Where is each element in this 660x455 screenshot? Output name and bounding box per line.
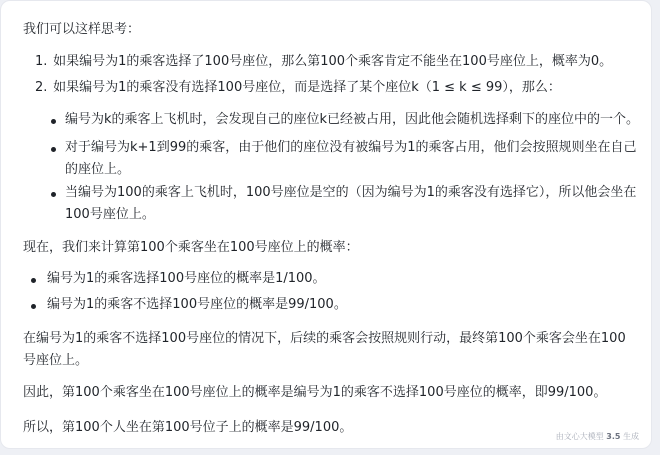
bullet-dot	[51, 119, 56, 124]
bullet-dot	[31, 278, 36, 283]
watermark-suffix: 生成	[623, 432, 639, 441]
ordered-item-text: 如果编号为1的乘客选择了100号座位，那么第100个乘客肯定不能坐在100号座位上，概率为0。	[53, 54, 613, 69]
sub-bullet-2: 对于编号为k+1到99的乘客，由于他们的座位没有被编号为1的乘客占用，他们会按照规则坐在自己的座位上。	[65, 140, 637, 177]
bullet-dot	[51, 192, 56, 197]
sub-bullet-1: 编号为k的乘客上飞机时，会发现自己的座位k已经被占用，因此他会随机选择剩下的座位中的一个。	[65, 112, 640, 127]
ordered-item-number: 1.	[35, 54, 48, 69]
paragraph-3: 所以，第100个人坐在第100号位子上的概率是99/100。	[23, 420, 353, 435]
bullet-dot	[51, 147, 56, 152]
ordered-item-text: 如果编号为1的乘客没有选择100号座位，而是选择了某个座位k（1 ≤ k ≤ 99），那么：	[53, 80, 561, 95]
sub-bullet-3: 当编号为100的乘客上飞机时，100号座位是空的（因为编号为1的乘客没有选择它），所以他会坐在100号座位上。	[65, 185, 637, 222]
watermark-prefix: 由文心大模型	[555, 432, 604, 441]
ordered-item-2	[35, 77, 561, 99]
intro-text: 我们可以这样思考：	[23, 22, 141, 37]
calc-intro-text: 现在，我们来计算第100个乘客坐在100号座位上的概率：	[23, 240, 359, 255]
generated-by-watermark	[556, 431, 639, 442]
paragraph-2: 因此，第100个乘客坐在100号座位上的概率是编号为1的乘客不选择100号座位的概率，即99/100。	[23, 385, 607, 400]
ordered-item-1	[35, 51, 612, 73]
paragraph-1: 在编号为1的乘客不选择100号座位的情况下，后续的乘客会按照规则行动，最终第100个乘客会坐在100号座位上。	[23, 331, 626, 368]
bullet-dot	[31, 304, 36, 309]
ordered-item-number: 2.	[35, 80, 48, 95]
watermark-version: 3.5	[606, 432, 621, 441]
calc-bullet-2: 编号为1的乘客不选择100号座位的概率是99/100。	[47, 297, 347, 312]
calc-bullet-1: 编号为1的乘客选择100号座位的概率是1/100。	[47, 271, 326, 286]
